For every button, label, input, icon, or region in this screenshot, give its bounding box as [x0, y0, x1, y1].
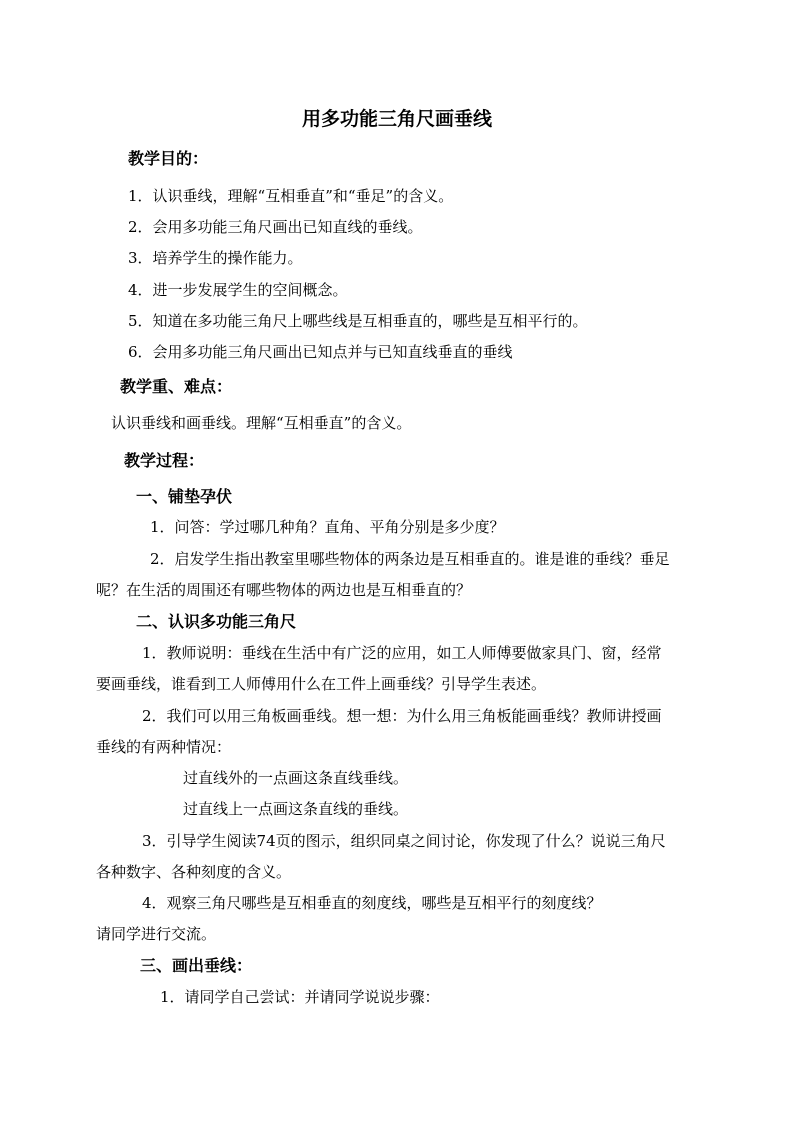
objective-item-5: 5．知道在多功能三角尺上哪些线是互相垂直的，哪些是互相平行的。 — [128, 312, 588, 330]
process-heading: 教学过程： — [124, 451, 205, 470]
objective-item-3: 3．培养学生的操作能力。 — [128, 249, 303, 267]
section-1-heading: 一、铺垫孕伏 — [136, 487, 233, 506]
section-2-case-1: 过直线外的一点画这条直线垂线。 — [183, 769, 409, 787]
section-2-item-2-line-2: 垂线的有两种情况： — [96, 738, 232, 756]
objective-item-2: 2．会用多功能三角尺画出已知直线的垂线。 — [128, 218, 423, 236]
section-3-item-1: 1．请同学自己尝试：并请同学说说步骤： — [160, 988, 440, 1006]
section-2-item-4-line-1: 4．观察三角尺哪些是互相垂直的刻度线，哪些是互相平行的刻度线？ — [142, 894, 602, 912]
key-points-text: 认识垂线和画垂线。理解“互相垂直”的含义。 — [111, 414, 412, 432]
page-title: 用多功能三角尺画垂线 — [301, 108, 492, 130]
section-2-item-4-line-2: 请同学进行交流。 — [96, 925, 217, 943]
key-points-heading: 教学重、难点： — [120, 377, 233, 396]
objectives-heading: 教学目的： — [128, 149, 209, 168]
objective-item-4: 4．进一步发展学生的空间概念。 — [128, 281, 348, 299]
objective-item-1: 1．认识垂线，理解“互相垂直”和“垂足”的含义。 — [128, 187, 454, 205]
section-1-item-1: 1．问答：学过哪几种角？直角、平角分别是多少度？ — [150, 518, 505, 536]
section-1-item-2-line-1: 2．启发学生指出教室里哪些物体的两条边是互相垂直的。谁是谁的垂线？垂足 — [150, 550, 670, 568]
objective-item-6: 6．会用多功能三角尺画出已知点并与已知直线垂直的垂线 — [128, 343, 513, 361]
section-2-item-2-line-1: 2．我们可以用三角板画垂线。想一想：为什么用三角板能画垂线？教师讲授画 — [142, 707, 662, 725]
section-2-item-3-line-2: 各种数字、各种刻度的含义。 — [96, 863, 292, 881]
section-2-heading: 二、认识多功能三角尺 — [136, 612, 297, 631]
section-2-case-2: 过直线上一点画这条直线的垂线。 — [183, 800, 409, 818]
section-2-item-1-line-2: 要画垂线，谁看到工人师傅用什么在工件上画垂线？引导学生表述。 — [96, 675, 547, 693]
section-2-item-1-line-1: 1．教师说明：垂线在生活中有广泛的应用，如工人师傅要做家具门、窗，经常 — [142, 644, 662, 662]
section-3-heading: 三、画出垂线： — [140, 956, 253, 975]
section-1-item-2-line-2: 呢？在生活的周围还有哪些物体的两边也是互相垂直的？ — [96, 581, 472, 599]
section-2-item-3-line-1: 3．引导学生阅读74页的图示，组织同桌之间讨论，你发现了什么？说说三角尺 — [142, 832, 666, 850]
